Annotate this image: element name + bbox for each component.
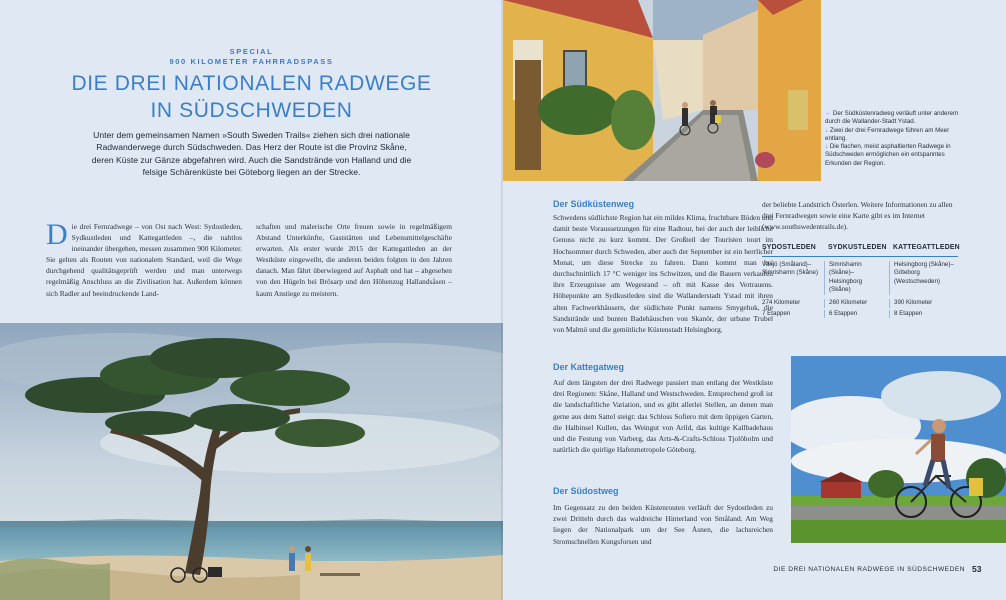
table-cell: Helsingborg (Skåne)–Göteborg (Westschweden)	[889, 261, 958, 295]
table-cell: 6 Etappen	[824, 310, 889, 319]
beach-pine-photo	[0, 323, 503, 600]
cyclist-photo	[791, 356, 1006, 543]
caption-1	[825, 110, 965, 127]
table-header-kattegattleden: KATTEGATTLEDEN	[893, 244, 960, 251]
kicker	[0, 47, 503, 67]
ystad-street-illustration	[503, 0, 821, 181]
caption-arrow-down-icon: ↓	[825, 126, 829, 134]
ystad-street-photo	[503, 0, 821, 181]
section-text-suedkuestenweg: Schwedens südlichste Region hat ein mildes Klima, fruchtbare Böden und damit beste Voraussetzungen für eine Radtour, bei der auch der leibliche Genuss nicht zu kurz kommt. Der Großteil der Touristen tourt im Hochsommer durch Schweden, aber auch der September ist ein herrlicher Monat, um diese Strecke zu fahren. Dann kommt man bei durchschnittlich 17 °C weniger ins Schwitzen, und die Bauern verkaufen ihre Erzeugnisse am Wegesrand – oft mit Kasse des Vertrauens. Höhepunkte am Sydkustleden sind die Wallanderstadt Ystad mit ihren alten Fachwerkhäusern, der südlichste Punkt namens Smygehuk, die Sandstrände und bunten Badehäuschen von Skanör, der urbane Trubel von Malmö und die gemütliche Küstenstadt Helsingborg.	[553, 213, 773, 335]
kicker-subtitle: 900 KILOMETER FAHRRADSPASS	[169, 57, 334, 66]
table-cell: 274 Kilometer	[762, 298, 801, 306]
lead-paragraph: Unter dem gemeinsamen Namen »South Sweden Trails« ziehen sich drei nationale Radwanderwege durch Südschweden. Das Herz der Route ist die Provinz Skåne, deren Küste zur Gänze abgefahren wird. Auch die Sandstrände von Halland und die felsige Schärenküste bei Göteborg liegen an der Strecke.	[91, 130, 412, 178]
table-cell: Simrishamn (Skåne)–Helsingborg (Skåne)	[824, 261, 889, 295]
table-cell: 7 Etappen	[762, 309, 791, 317]
body-column-2: schaften und malerische Orte freuen sowie in regelmäßigem Abstand Unterkünfte, Gaststätten und Lebensmittelgeschäfte erwarten. Als erster wurde 2015 der Kattegattleden an der Westküste eingeweiht, die anderen beiden folgten in den Jahren danach. Man fährt überwiegend auf Asphalt und hat – abgesehen von den Hügeln bei Brösarp und den Höhenzug Hallandsåsen – kaum Anstiege zu meistern.	[256, 222, 452, 298]
table-row-stages	[762, 310, 958, 319]
caption-3	[825, 143, 965, 168]
table-cell: 390 Kilometer	[889, 299, 958, 308]
info-paragraph: der beliebte Landstrich Österlen. Weitere Informationen zu allen drei Fernradwegen sowie eine Karte gibt es im Internet (www.southswedentrails.de).	[762, 200, 953, 232]
table-header-sydostleden: SYDOSTLEDEN	[762, 244, 816, 251]
route-table-header	[762, 244, 958, 257]
table-header-sydkustleden: SYDKUSTLEDEN	[828, 244, 887, 251]
caption-2-text: Zwei der drei Fernradwege führen am Meer entlang.	[825, 126, 950, 142]
route-table	[762, 244, 958, 318]
photo-captions	[825, 110, 965, 168]
running-footer: DIE DREI NATIONALEN RADWEGE IN SÜDSCHWEDEN	[773, 566, 965, 573]
caption-arrow-down-icon: ↓	[825, 143, 829, 151]
table-cell: 260 Kilometer	[824, 299, 889, 308]
section-heading-suedostweg: Der Südostweg	[553, 486, 619, 496]
page-number: 53	[972, 564, 982, 574]
caption-3-text: Die flachen, meist asphaltierten Radwege in Südschweden ermöglichen ein entspanntes Erkunden der Region.	[825, 143, 951, 167]
section-heading-kattegatweg: Der Kattegatweg	[553, 362, 625, 372]
section-text-suedostweg: Im Gegensatz zu den beiden Küstenrouten verläuft der Sydostleden zu zwei Dritteln durch das waldreiche Hinterland von Småland. Am Weg liegen der Nationalpark um der See Åsnen, die lachsreichen Stromschnellen Kungsforsen und	[553, 503, 773, 546]
cyclist-illustration	[791, 356, 1006, 543]
table-row-route	[762, 261, 958, 295]
body-column-1	[46, 218, 242, 299]
drop-cap: D	[46, 218, 68, 251]
table-row-km	[762, 299, 958, 308]
section-heading-suedkuestenweg: Der Südküstenweg	[553, 199, 635, 209]
page-title	[0, 70, 503, 124]
kicker-special: SPECIAL	[229, 47, 274, 56]
table-cell: Växjö (Småland)–Simrishamn (Skåne)	[762, 260, 819, 277]
caption-arrow-left-icon: ←	[825, 110, 832, 117]
section-text-kattegatweg: Auf dem längsten der drei Radwege passiert man entlang der Westküste drei Regionen: Skåne, Halland und Westschweden. Entsprechend groß ist die landschaftliche Variation, und es gibt allerlei Stellen, an denen man gerne aus dem Sattel steigt: das Schloss Sofiero mit dem üppigen Garten, die Halbinsel Kullen, das Weingut von Arild, das kultige Kallbadehaus und die Festung von Varberg, das Arts-&-Crafts-Schloss Tjolöholm und natürlich die quirlige Hafenmetropole Göteborg.	[553, 378, 773, 455]
caption-1-text: Der Südküstenradweg verläuft unter anderem durch die Wallander-Stadt Ystad.	[825, 110, 959, 126]
right-page	[503, 0, 1006, 600]
body-column-1-text: ie drei Fernradwege – von Ost nach West: Sydostleden, Sydkustleden und Kattegattleden –, die nahtlos ineinander übergehen, messen zusammen 900 Kilometer. Sie gelten als Routen von nationalem Standard, weil die Wege durchgehend qualitätsgeprüft werden und man unterwegs regelmäßig Anschluss an die Zivilisation hat. Außerdem können sich Radler auf beeindruckende Land-	[46, 222, 242, 298]
title-line-1: DIE DREI NATIONALEN RADWEGE	[71, 72, 432, 95]
table-cell: 8 Etappen	[889, 310, 958, 319]
title-line-2: IN SÜDSCHWEDEN	[150, 99, 353, 122]
caption-2	[825, 127, 965, 144]
beach-pine-illustration	[0, 323, 503, 600]
